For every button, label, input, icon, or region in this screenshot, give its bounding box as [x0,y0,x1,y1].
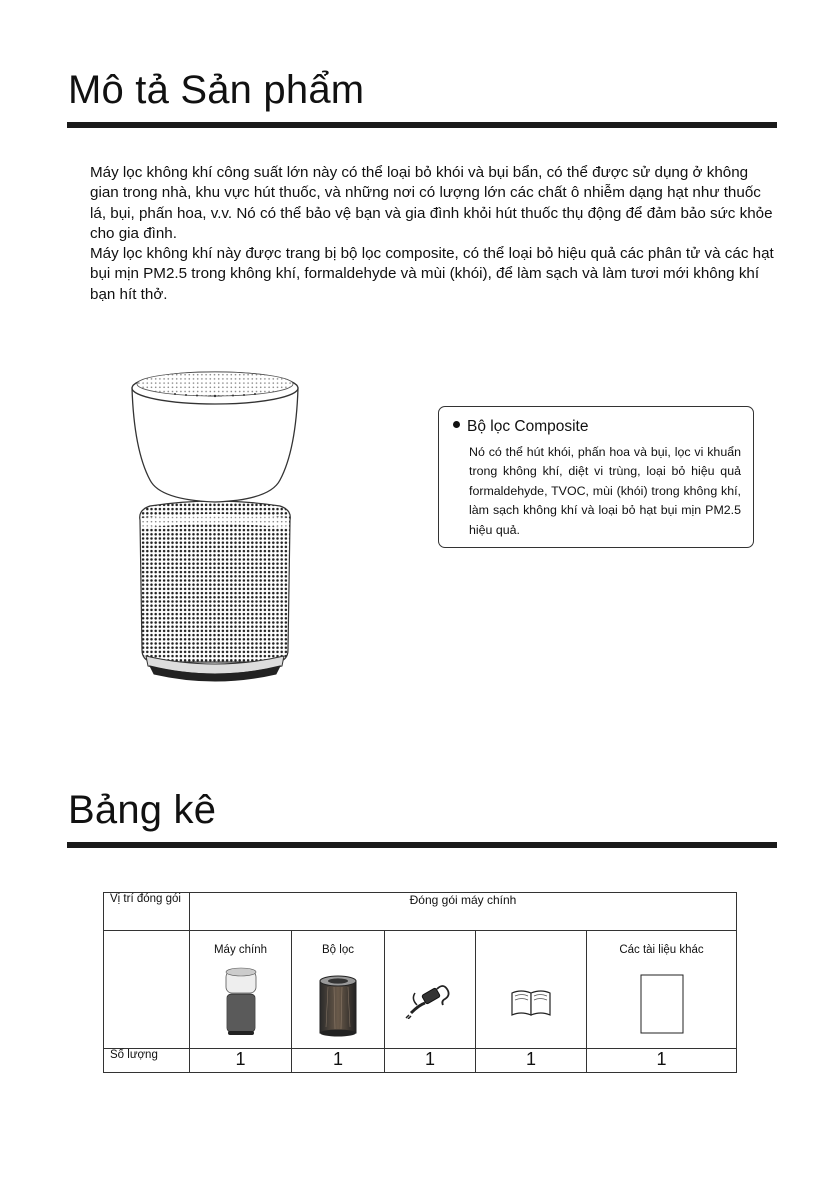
item-main-unit [190,931,292,1049]
quantity-value: 1 [476,1049,587,1073]
air-purifier-illustration [120,360,310,700]
item-filter [292,931,385,1049]
manual-book-icon [510,987,552,1017]
title-divider [67,842,777,848]
item-power-adapter [385,931,476,1049]
packing-list-title: Bảng kê [68,788,217,832]
document-icon [639,973,685,1035]
callout-title: Bộ lọc Composite [453,418,588,436]
composite-filter-callout [438,406,754,548]
product-description-title: Mô tả Sản phẩm [68,68,365,112]
item-documents [587,931,737,1049]
quantity-value: 1 [385,1049,476,1073]
item-manual [476,931,587,1049]
intro-paragraph: Máy lọc không khí này được trang bị bộ lọc composite, có thể loại bỏ hiệu quả các phân tử và các hạt bụi mịn PM2.5 trong không khí, formaldehyde và mùi (khói), để làm sạch và làm tươi mới không khí bạn hít thở. [90,245,774,303]
power-adapter-icon [405,975,455,1019]
quantity-value: 1 [292,1049,385,1073]
empty-cell [104,931,190,1049]
air-purifier-icon [223,967,259,1037]
item-label: Các tài liệu khác [619,944,704,956]
filter-icon [318,975,358,1037]
packing-list-table [103,892,737,1073]
quantity-value: 1 [190,1049,292,1073]
location-header: Vị trí đóng gói [104,893,190,931]
intro-paragraph: Máy lọc không khí công suất lớn này có thể loại bỏ khói và bụi bẩn, có thể được sử dụng ở không gian trong nhà, khu vực hút thuốc, và những nơi có lượng lớn các chất ô nhiễm dạng hạt như thuốc lá, bụi, phấn hoa, v.v. Nó có thể bảo vệ bạn và gia đình khỏi hút thuốc thụ động để đảm bảo sức khỏe cho gia đình. [90,164,773,242]
quantity-label: Số lượng [104,1049,190,1073]
main-pack-header: Đóng gói máy chính [190,893,737,931]
callout-body: Nó có thể hút khói, phấn hoa và bụi, lọc vi khuẩn trong không khí, diệt vi trùng, loại bỏ hiệu quả formaldehyde, TVOC, mùi (khói) trong không khí, làm sạch không khí và loại bỏ hạt bụi mịn PM2.5 hiệu quả. [469,445,741,537]
product-intro [90,163,780,305]
bullet-icon [453,421,460,428]
title-divider [67,122,777,128]
item-label: Máy chính [213,944,268,956]
item-label: Bộ lọc [322,944,354,956]
quantity-value: 1 [587,1049,737,1073]
